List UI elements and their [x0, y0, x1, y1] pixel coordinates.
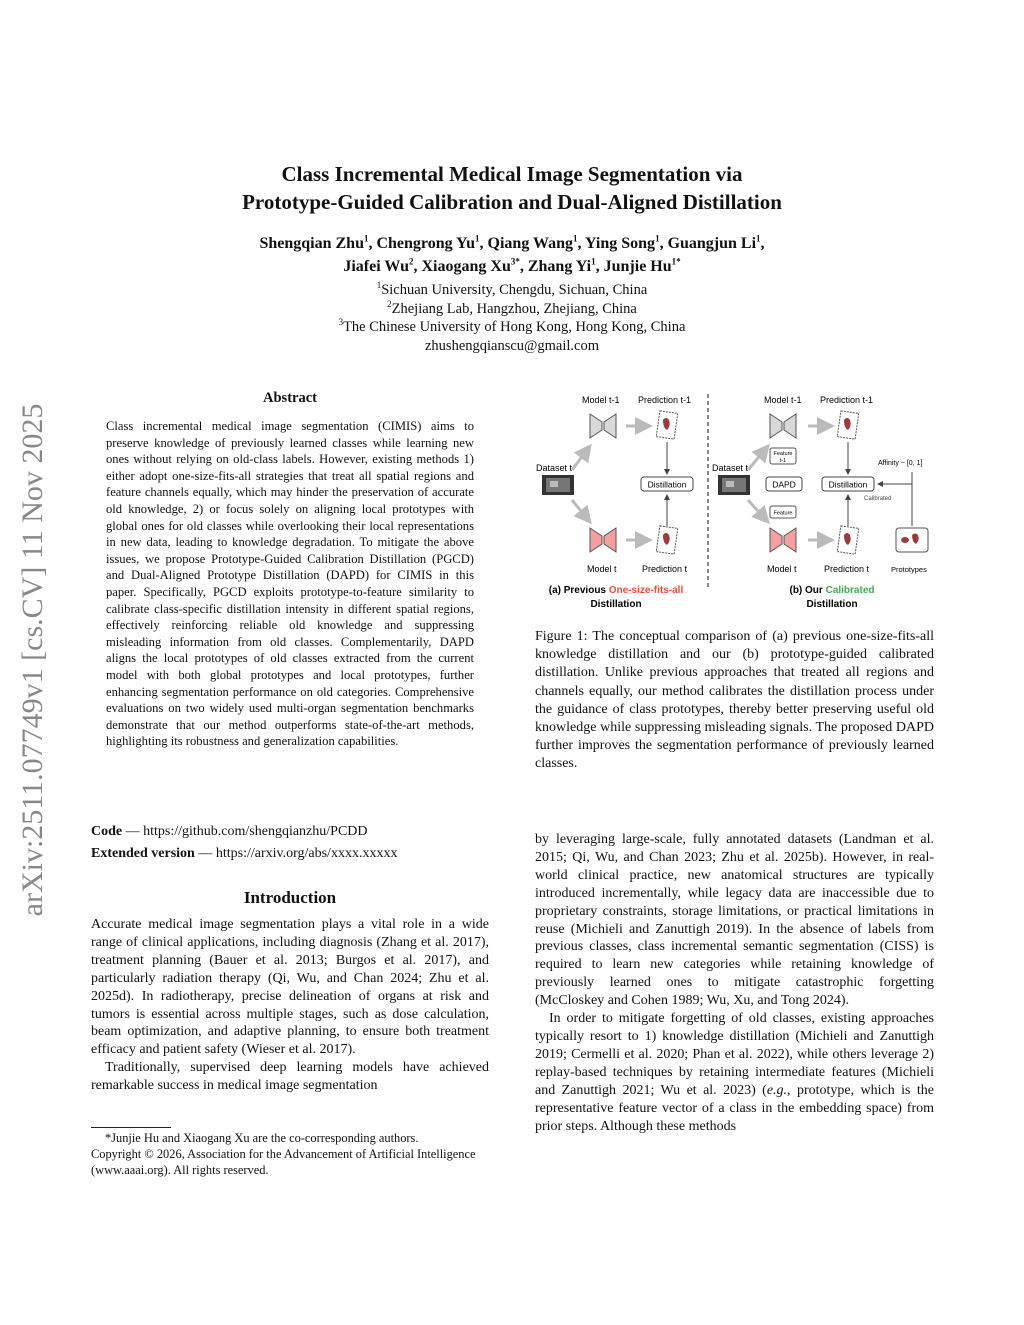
right-dataset-label: Dataset t [712, 463, 749, 473]
author-sup: 1 [363, 233, 369, 244]
code-link-line: Code — https://github.com/shengqianzhu/PCDD [91, 824, 368, 839]
right-feature-prev-label: Feature [773, 451, 793, 457]
right-arrow-data-to-prev [748, 446, 768, 470]
right-pred-prev-label: Prediction t-1 [820, 395, 874, 405]
author-sup: 2 [408, 256, 414, 267]
right-dataset-icon [718, 475, 750, 495]
author-line-2: Jiafei Wu$^2$, Xiaogang $Xu^{3*}$, Zhang Yi$^1$, Junjie $Hu^{1*}$ [343, 256, 681, 275]
abstract-heading: Abstract [263, 390, 317, 406]
introduction-heading: Introduction [243, 888, 337, 907]
right-prototypes-icon [896, 528, 928, 552]
left-model-prev-icon [590, 414, 616, 438]
author-name: Ying Song [584, 235, 656, 252]
code-url[interactable]: https://github.com/shengqianzhu/PCDD [143, 824, 368, 839]
extended-link-line: Extended version — https://arxiv.org/abs/xxxx.xxxxx [91, 846, 398, 861]
author-sup: 3* [510, 256, 520, 267]
title-line-2: Prototype-Guided Calibration and Dual-Aligned Distillation [242, 190, 782, 214]
left-pred-cur-label: Prediction t [642, 564, 688, 574]
author-sup: 1* [671, 256, 681, 267]
footnote-rule [91, 1127, 171, 1128]
intro-paragraph-1: Accurate medical image segmentation plays a vital role in a wide range of clinical applications, including diagnosis (Zhang et al. 2017), treatment planning (Bauer et al. 2013; Burgos et al. 2017), and particularly radiation therapy (Qi, Wu, and Chan 2024; Zhu et al. 2025d). In radiotherapy, precise delineation of organs at risk and tumors is essential across multiple stages, such as dose calculation, beam optimization, and adaptive planning, to ensure both treatment efficacy and patient safety (Wieser et al. 2017). [91, 917, 489, 1058]
right-paragraph-2: In order to mitigate forgetting of old classes, existing approaches typically resort to 1) knowledge distillation (Michieli and Zanuttigh 2019; Cermelli et al. 2020; Phan et al. 2022), while others leverage 2) replay-based techniques by retaining intermediate features (Michieli and Zanuttigh 2021; Wu et al. 2023) (e.g., prototype, which is the representative feature vector of a class in the embedding space) from prior steps. Although these methods [535, 1011, 934, 1134]
figure-1 [532, 390, 936, 615]
left-model-cur-icon [590, 528, 616, 552]
right-prototypes-label: Prototypes [891, 565, 927, 574]
code-label: Code [91, 824, 123, 839]
right-pred-cur-label: Prediction t [824, 564, 870, 574]
right-pred-prev-icon [837, 411, 858, 439]
right-model-prev-label: Model t-1 [764, 395, 802, 405]
affiliations [0, 281, 1024, 355]
left-caption-line1: (a) Previous One-size-fits-all [548, 585, 684, 596]
right-paragraph-1: by leveraging large-scale, fully annotated datasets (Landman et al. 2015; Qi, Wu, and Chan 2023; Zhu et al. 2025b). However, in real-world clinical practice, new anatomical structures are typically introduced incrementally, while legacy data are inaccessible due to proprietary constraints, storage limitations, or practical limitations in reuse (Michieli and Zanuttigh 2019). In the absence of labels from previous classes, class incremental semantic segmentation (CISS) is required to learn new categories while retaining knowledge of previously learned ones to mitigate catastrophic forgetting (McCloskey and Cohen 1989; Wu, Xu, and Tong 2024). [535, 832, 934, 1009]
author-name: Zhang Yi [527, 258, 592, 275]
left-dataset-icon [542, 475, 574, 495]
left-dataset-label: Dataset t [536, 463, 573, 473]
author-name: Junjie Hu [603, 258, 672, 275]
arxiv-id: arXiv:2511.07749v1 [cs.CV] 11 Nov 2025 [16, 403, 49, 917]
title-line-1: Class Incremental Medical Image Segmentation via [281, 162, 743, 186]
left-caption-highlight: One-size-fits-all [608, 585, 684, 596]
extended-label: Extended version [91, 846, 195, 861]
abstract-body: Class incremental medical image segmentation (CIMIS) aims to preserve knowledge of previously learned classes while learning new ones without relying on old-class labels. However, existing methods 1) either adopt one-size-fits-all strategies that treat all spatial regions and feature channels equally, which may hinder the preservation of accurate old knowledge, 2) or focus solely on aligning local prototypes with global ones for old classes while overlooking their local representations in new data, leading to knowledge degradation. To mitigate the above issues, we propose Prototype-Guided Calibration Distillation (PGCD) and Dual-Aligned Prototype Distillation (DAPD) for CIMIS in this paper. Specifically, PGCD exploits prototype-to-feature similarity to calibrate class-specific distillation intensity in different spatial regions, effectively reinforcing reliable old knowledge and suppressing misleading information from old classes. Complementarily, DAPD aligns the local prototypes of old classes extracted from the current model with both global prototypes and local prototypes, further enhancing segmentation performance on old categories. Comprehensive evaluations on two widely used multi-organ segmentation benchmarks demonstrate that our method outperforms state-of-the-art methods, highlighting its robustness and generalization capabilities. [106, 419, 474, 749]
figure-1-diagram [532, 390, 936, 615]
right-feature-cur-label: Feature [773, 510, 793, 517]
right-model-cur-label: Model t [767, 564, 797, 574]
author-sup: 1 [591, 256, 596, 267]
right-model-prev-icon [770, 414, 796, 438]
footnote [91, 1130, 489, 1179]
figure-1-caption: Figure 1: The conceptual comparison of (a) previous one-size-fits-all knowledge distillation and our (b) prototype-guided calibrated distillation. Unlike previous approaches that treated all regions and channels equally, our method calibrates the distillation process under the guidance of class prototypes, thereby better preserving useful old knowledge while suppressing misleading signals. The proposed DAPD further improves the segmentation performance of previously learned classes. [535, 629, 934, 772]
author-name: Shengqian Zhu [259, 235, 364, 252]
left-pred-prev-icon [656, 411, 677, 439]
right-feature-prev-sub: t-1 [779, 458, 787, 464]
left-caption-line2: Distillation [590, 599, 642, 610]
left-arrow-data-to-prev [572, 446, 590, 470]
right-calibrated-small-label: Calibrated [864, 496, 892, 502]
right-dapd-label: DAPD [772, 479, 796, 490]
extended-url[interactable]: https://arxiv.org/abs/xxxx.xxxxx [215, 846, 398, 861]
intro-paragraph-2: Traditionally, supervised deep learning models have achieved remarkable success in medical image segmentation [91, 1060, 489, 1094]
author-name: Qiang Wang [487, 235, 574, 252]
left-distillation-label: Distillation [647, 479, 687, 490]
affiliation-1: $^1$Sichuan University, Chengdu, Sichuan, China [376, 280, 648, 298]
right-caption-highlight: Calibrated [825, 585, 875, 596]
left-pred-cur-icon [656, 526, 677, 554]
author-name: Xiaogang Xu [421, 258, 511, 275]
author-sup: 1 [573, 233, 578, 244]
right-arrow-data-to-cur [748, 500, 768, 522]
right-caption-line1: (b) Our Calibrated [789, 585, 875, 596]
author-sup: 1 [655, 233, 660, 244]
footnote-corresponding: *Junjie Hu and Xiaogang Xu are the co-corresponding authors. [105, 1131, 419, 1145]
author-name: Chengrong Yu [376, 235, 476, 252]
affiliation-2: $^2$Zhejiang Lab, Hangzhou, Zhejiang, China [387, 298, 637, 317]
author-line-1: Shengqian Zhu$^1$, Chengrong Yu$^1$, Qiang Wang$^1$, Ying Song$^1$, Guangjun Li$^1$, [259, 233, 765, 252]
right-model-cur-icon [770, 528, 796, 552]
paper-title [0, 160, 1024, 216]
right-pred-cur-icon [837, 526, 858, 554]
left-model-cur-label: Model t [587, 564, 617, 574]
left-model-prev-label: Model t-1 [582, 395, 620, 405]
author-name: Jiafei Wu [343, 258, 409, 275]
right-column-body [535, 831, 934, 1135]
author-sup: 1 [756, 233, 761, 244]
introduction-body [91, 916, 489, 1095]
author-list [0, 232, 1024, 278]
left-arrow-data-to-cur [572, 500, 590, 522]
right-caption-line2: Distillation [806, 599, 858, 610]
footnote-copyright: Copyright © 2026, Association for the Advancement of Artificial Intelligence (www.aaai.org). All rights reserved. [91, 1147, 476, 1178]
author-sup: 1 [475, 233, 480, 244]
right-distillation-label: Distillation [828, 479, 868, 490]
right-affinity-label: Affinity ~ [0, 1] [878, 460, 923, 467]
email: zhushengqianscu@gmail.com [424, 337, 600, 354]
affiliation-3: $^3$The Chinese University of Hong Kong, Hong Kong, China [338, 317, 686, 335]
arxiv-sidebar [8, 360, 58, 960]
author-name: Guangjun Li [667, 235, 757, 252]
left-pred-prev-label: Prediction t-1 [638, 395, 692, 405]
